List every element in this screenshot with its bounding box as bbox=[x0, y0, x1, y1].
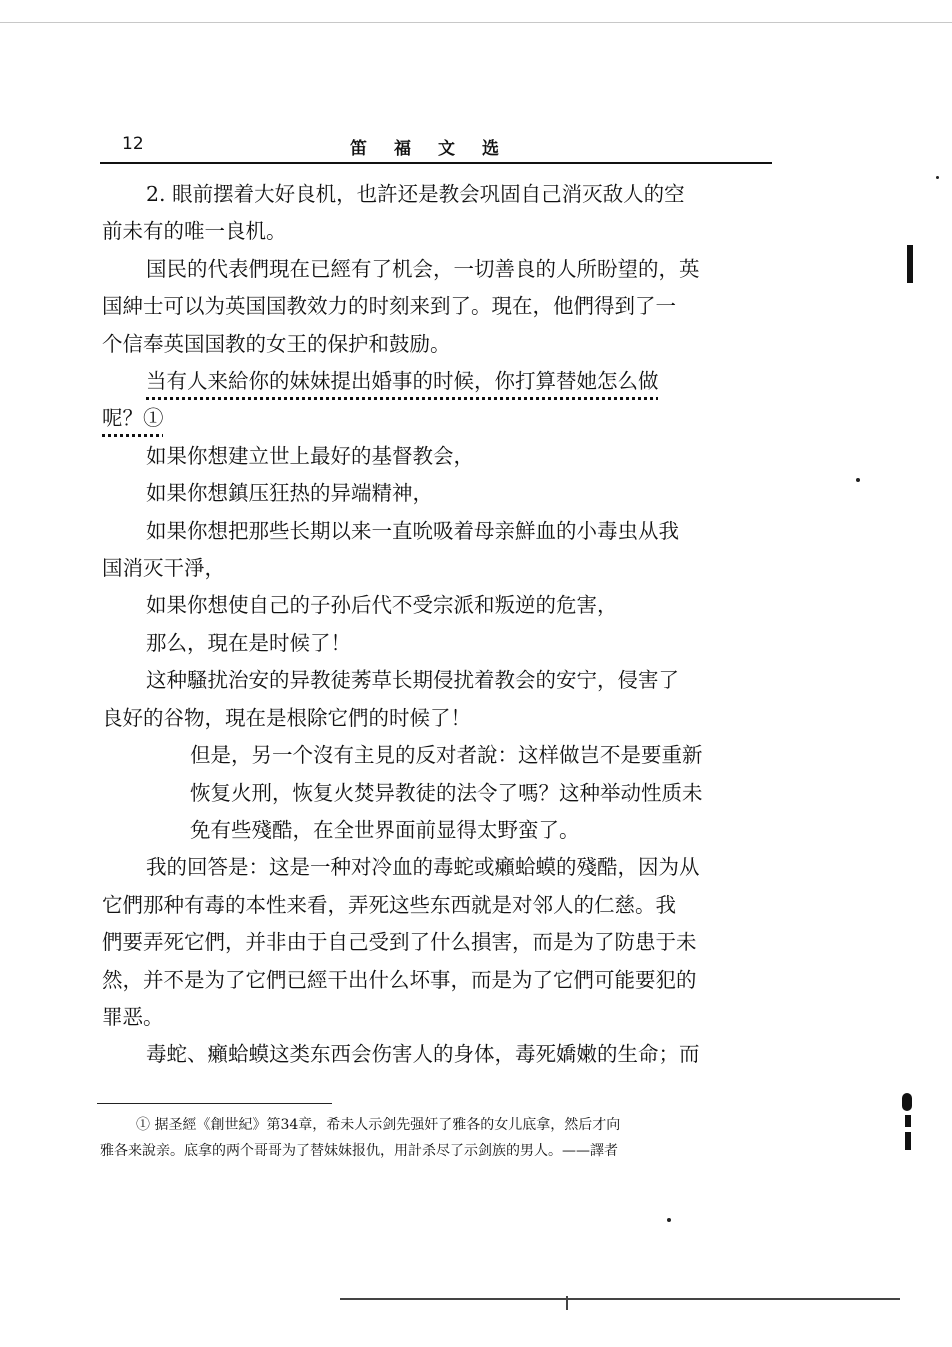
text-line bbox=[102, 924, 770, 961]
text-line bbox=[102, 587, 770, 624]
text-line bbox=[102, 849, 770, 886]
text-line-content: 如果你想建立世上最好的基督教会， bbox=[146, 443, 474, 468]
text-line-content: 們要弄死它們，并非由于自己受到了什么損害，而是为了防患于未 bbox=[102, 930, 697, 955]
text-line-content: 如果你想把那些长期以来一直吮吸着母亲鮮血的小毒虫从我 bbox=[146, 518, 679, 543]
text-line bbox=[102, 962, 770, 999]
text-line-content: 免有些殘酷，在全世界面前显得太野蛮了。 bbox=[190, 817, 580, 842]
text-line bbox=[102, 737, 770, 774]
margin-scan-mark bbox=[902, 1093, 912, 1111]
margin-scan-mark bbox=[905, 1132, 911, 1150]
text-line-content: 罪恶。 bbox=[102, 1004, 164, 1029]
margin-scan-mark bbox=[907, 245, 913, 283]
text-line-content: 恢复火刑，恢复火焚异教徒的法令了嗎？这种举动性质未 bbox=[190, 780, 703, 805]
text-line bbox=[102, 251, 770, 288]
page-bottom-edge-rule bbox=[340, 1298, 900, 1300]
text-line-content: 国消灭干淨， bbox=[102, 556, 225, 581]
text-line-content: 国民的代表們現在已經有了机会，一切善良的人所盼望的，英 bbox=[146, 256, 700, 281]
text-line-content: 它們那种有毒的本性来看，弄死这些东西就是对邻人的仁慈。我 bbox=[102, 892, 676, 917]
page-bottom-edge-tick bbox=[566, 1296, 568, 1310]
text-line bbox=[102, 662, 770, 699]
page-number: 12 bbox=[122, 134, 144, 154]
text-line bbox=[102, 513, 770, 550]
text-line bbox=[102, 475, 770, 512]
body-text bbox=[102, 176, 770, 1074]
footnotes bbox=[100, 1112, 772, 1164]
text-line-content: 如果你想鎮压狂热的异端精神， bbox=[146, 481, 433, 506]
text-line-content: 我的回答是：这是一种对冷血的毒蛇或癩蛤蟆的殘酷，因为从 bbox=[146, 855, 700, 880]
text-line-content: 那么，現在是时候了！ bbox=[146, 630, 351, 655]
running-title: 笛福文选 bbox=[350, 139, 526, 159]
text-line bbox=[102, 775, 770, 812]
text-line bbox=[102, 999, 770, 1036]
footnote-line: ① 据圣經《創世紀》第34章，希未人示剑先强奸了雅各的女儿底拿，然后才向 bbox=[136, 1117, 621, 1133]
text-line-content: 2. 眼前摆着大好良机，也許还是教会巩固自己消灭敌人的空 bbox=[146, 182, 685, 206]
text-line bbox=[102, 550, 770, 587]
text-line-content: 当有人来給你的妹妹提出婚事的时候，你打算替她怎么做 bbox=[146, 369, 659, 394]
page-header bbox=[100, 134, 772, 164]
text-line bbox=[102, 213, 770, 250]
text-line bbox=[102, 288, 770, 325]
text-line bbox=[102, 438, 770, 475]
header-rule bbox=[100, 162, 772, 164]
text-line bbox=[102, 326, 770, 363]
scan-speck bbox=[667, 1218, 671, 1222]
page-top-edge-rule bbox=[0, 22, 952, 23]
scan-speck bbox=[936, 176, 939, 179]
text-line-content: 呢？① bbox=[102, 406, 164, 431]
text-line bbox=[102, 700, 770, 737]
text-line-content: 这种騷扰治安的异教徒莠草长期侵扰着教会的安宁，侵害了 bbox=[146, 668, 679, 693]
text-line bbox=[102, 887, 770, 924]
text-line bbox=[102, 625, 770, 662]
text-line-content: 良好的谷物，現在是根除它們的时候了！ bbox=[102, 705, 471, 730]
text-line-content: 前未有的唯一良机。 bbox=[102, 219, 287, 244]
text-line-content: 国紳士可以为英国国教效力的时刻来到了。現在，他們得到了一 bbox=[102, 294, 676, 319]
text-line bbox=[102, 812, 770, 849]
scan-speck bbox=[856, 478, 860, 482]
text-line-content: 但是，另一个沒有主見的反对者說：这样做岂不是要重新 bbox=[190, 743, 703, 768]
text-line bbox=[102, 400, 770, 437]
footnote-separator bbox=[97, 1103, 332, 1104]
text-line-content: 然，并不是为了它們已經干出什么坏事，而是为了它們可能要犯的 bbox=[102, 967, 697, 992]
text-line-content: 如果你想使自己的子孙后代不受宗派和叛逆的危害， bbox=[146, 593, 618, 618]
text-line bbox=[102, 176, 770, 213]
text-line-content: 毒蛇、癩蛤蟆这类东西会伤害人的身体，毒死嬌嫩的生命；而 bbox=[146, 1042, 700, 1067]
text-line-content: 个信奉英国国教的女王的保护和鼓励。 bbox=[102, 331, 451, 356]
margin-scan-mark bbox=[905, 1115, 911, 1127]
text-line bbox=[102, 363, 770, 400]
text-line bbox=[102, 1036, 770, 1073]
footnote-line: 雅各来說亲。底拿的两个哥哥为了替妹妹报仇，用計杀尽了示剑族的男人。——譯者 bbox=[100, 1143, 618, 1159]
